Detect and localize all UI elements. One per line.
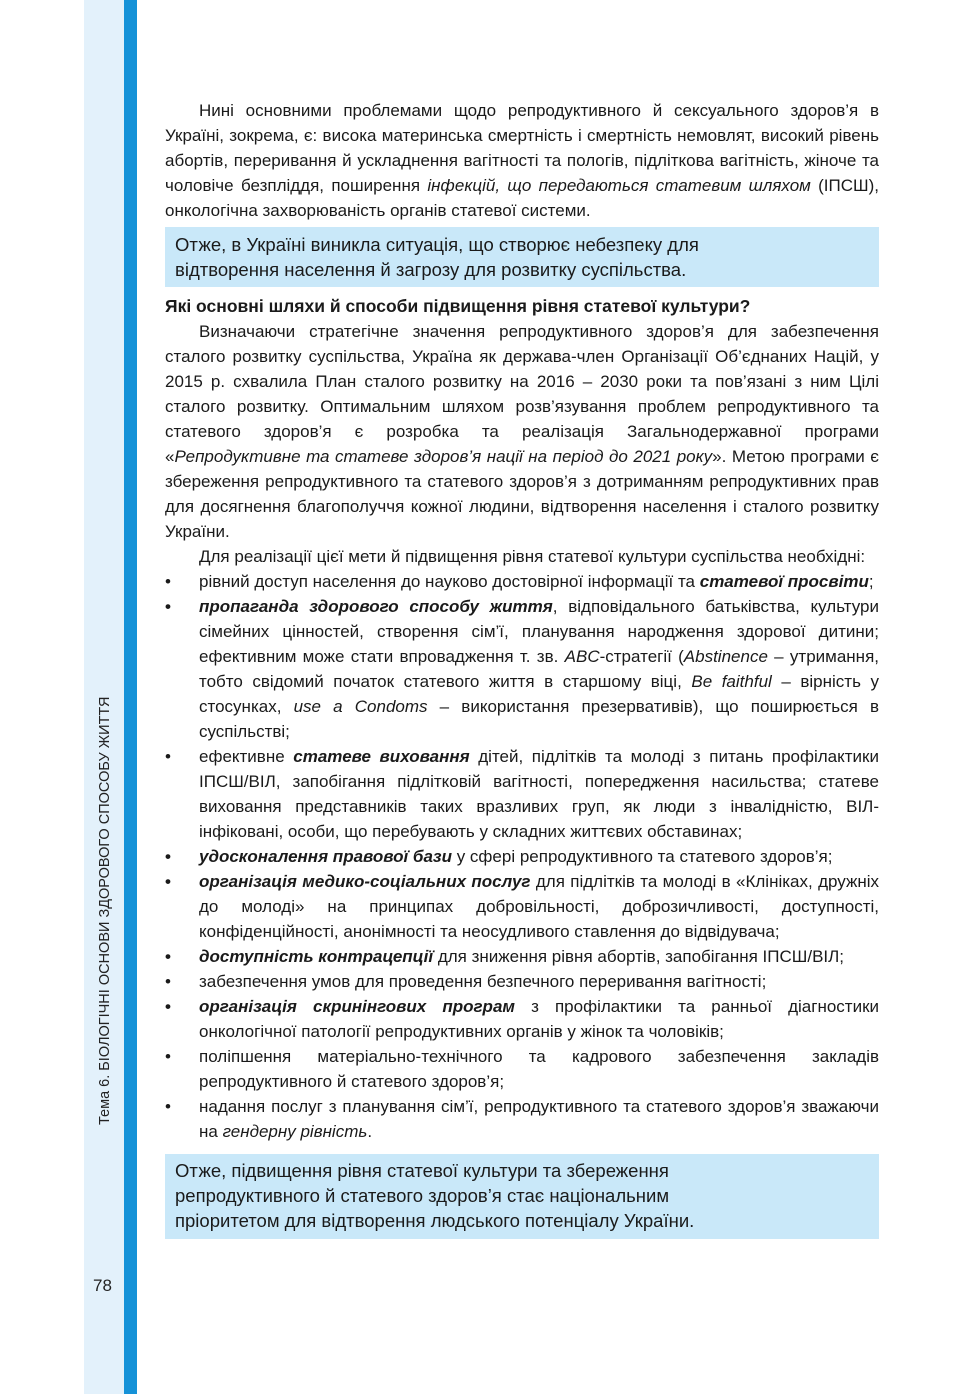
section-heading: Які основні шляхи й способи підвищення рівня статевої культури? [165, 296, 751, 316]
bullet-icon: • [165, 972, 171, 991]
key-term: пропаганда здорового способу життя [199, 597, 553, 616]
key-term: статеве виховання [293, 747, 470, 766]
text-run: дітей, підлітків та молоді з питань профілактики ІПСШ/ВІЛ, запобігання підлітковій вагітності, попередження насильства; статеве виховання представників таких вразливих груп, як люди з інвалідністю, ВІЛ-інфіковані, особи, що перебувають у складних життєвих обставинах; [199, 747, 879, 841]
text-run: (ІПСШ), онкологічна захворюваність органів статевої системи. [165, 176, 879, 220]
text-run: . [367, 1122, 373, 1141]
list-item [165, 994, 879, 1044]
italic-term: Abstinence [683, 647, 768, 666]
key-term: доступність контрацепції [199, 947, 434, 966]
key-term: удосконалення правової бази [199, 847, 452, 866]
text-run: поліпшення матеріально-технічного та кадрового забезпечення закладів репродуктивного й статевого здоров’я; [199, 1047, 879, 1091]
list-item [165, 569, 879, 594]
list-item [165, 944, 879, 969]
page-number: 78 [93, 1276, 112, 1295]
italic-term: Be faithful [691, 672, 772, 691]
italic-term: інфекцій, що передаються статевим шляхом [427, 176, 811, 195]
list-item [165, 969, 879, 994]
italic-term: ABC [564, 647, 600, 666]
bullet-icon: • [165, 997, 171, 1016]
key-term: організація медико-соціальних послуг [199, 872, 531, 891]
text-run: , відповідального батьківства, культури сімейних цінностей, створення сім’ї, планування народження здорової дитини; ефективним може стати впровадження т. зв. [199, 597, 879, 666]
paragraph-problems [165, 98, 879, 223]
conclusion-line: пріоритетом для відтворення людського потенціалу України. [175, 1210, 695, 1231]
conclusion-box-2 [165, 1154, 879, 1239]
text-run: Нині основними проблемами щодо репродуктивного й сексуального здоров’я в Україні, зокрема, є: висока материнська смертність і смертність немовлят, високий рівень абортів, переривання й ускладнення вагітності та пологів, підліткова вагітність, жіноче та чоловіче безпліддя, поширення [165, 101, 879, 195]
text-run: для зниження рівня абортів, запобігання ІПСШ/ВІЛ; [433, 947, 845, 966]
list-item [165, 1044, 879, 1094]
bullet-icon: • [165, 847, 171, 866]
bullet-icon: • [165, 747, 171, 766]
conclusion-box-1 [165, 227, 879, 287]
italic-term: use a Condoms [293, 697, 428, 716]
paragraph-strategy [165, 319, 879, 544]
bullet-icon: • [165, 1047, 171, 1066]
text-run: ». Метою програми є збереження репродуктивного та статевого здоров’я з дотриманням репродуктивних прав для досягнення благополуччя кожної людини, відтворення населення і сталого розвитку України. [165, 447, 879, 541]
conclusion-line: репродуктивного й статевого здоров’я стає національним [175, 1185, 670, 1206]
list-item [165, 744, 879, 844]
program-title: Репродуктивне та статеве здоров’я нації на період до 2021 року [174, 447, 713, 466]
conclusion-line: Отже, в Україні виникла ситуація, що створює небезпеку для [175, 234, 699, 255]
text-run: для підлітків та молоді в «Клініках, дружніх до молоді» на принципах добровільності, доброзичливості, доступності, конфіденційності, анонімності та неосудливого ставлення до відвідувача; [199, 872, 880, 941]
bullet-icon: • [165, 1097, 171, 1116]
text-run: ефективне [199, 747, 294, 766]
text-run: ; [868, 572, 874, 591]
list-item [165, 844, 879, 869]
paragraph-needed: Для реалізації цієї мети й підвищення рівня статевої культури суспільства необхідні: [199, 547, 866, 566]
conclusion-line: Отже, підвищення рівня статевої культури та збереження [175, 1160, 669, 1181]
list-item [165, 869, 879, 944]
text-run: забезпечення умов для проведення безпечного переривання вагітності; [199, 972, 767, 991]
list-item [165, 594, 879, 744]
text-run: – використання презервативів), що поширюється в суспільстві; [199, 697, 879, 741]
text-run: надання послуг з планування сім’ї, репродуктивного та статевого здоров’я зважаючи на [199, 1097, 879, 1141]
text-run: – вірність у стосунках, [199, 672, 879, 716]
bullet-icon: • [165, 872, 171, 891]
bullet-icon: • [165, 947, 171, 966]
list-item [165, 1094, 879, 1144]
chapter-title: Тема 6. БІОЛОГІЧНІ ОСНОВИ ЗДОРОВОГО СПОСОБУ ЖИТТЯ [97, 696, 113, 1125]
page-content [165, 98, 879, 1245]
key-term: організація скринінгових програм [199, 997, 515, 1016]
text-run: – утримання, тобто свідомий початок статевого життя в старшому віці, [199, 647, 879, 691]
text-run: Визначаючи стратегічне значення репродуктивного здоров’я для забезпечення сталого розвитку суспільства, Україна як держава-член Організації Об’єднаних Націй, у 2015 р. схвалила План сталого розвитку на 2016 – 2030 роки та пов’язані з ним Цілі сталого розвитку. Оптимальним шляхом розв’язування проблем репродуктивного та статевого здоров’я є розробка та реалізація Загальнодержавної програми « [165, 322, 879, 466]
key-term: статевої просвіти [699, 572, 869, 591]
text-run: рівний доступ населення до науково достовірної інформації та [199, 572, 700, 591]
bullet-icon: • [165, 572, 171, 591]
text-run: у сфері репродуктивного та статевого здоров’я; [451, 847, 833, 866]
text-run: -стратегії ( [599, 647, 684, 666]
conclusion-line: відтворення населення й загрозу для розвитку суспільства. [175, 259, 687, 280]
measures-list [165, 569, 879, 1144]
bullet-icon: • [165, 597, 171, 616]
text-run: з профілактики та ранньої діагностики онкологічної патології репродуктивних органів у жінок та чоловіків; [199, 997, 880, 1041]
italic-term: гендерну рівність [222, 1122, 368, 1141]
sidebar-accent-stripe [124, 0, 137, 1394]
